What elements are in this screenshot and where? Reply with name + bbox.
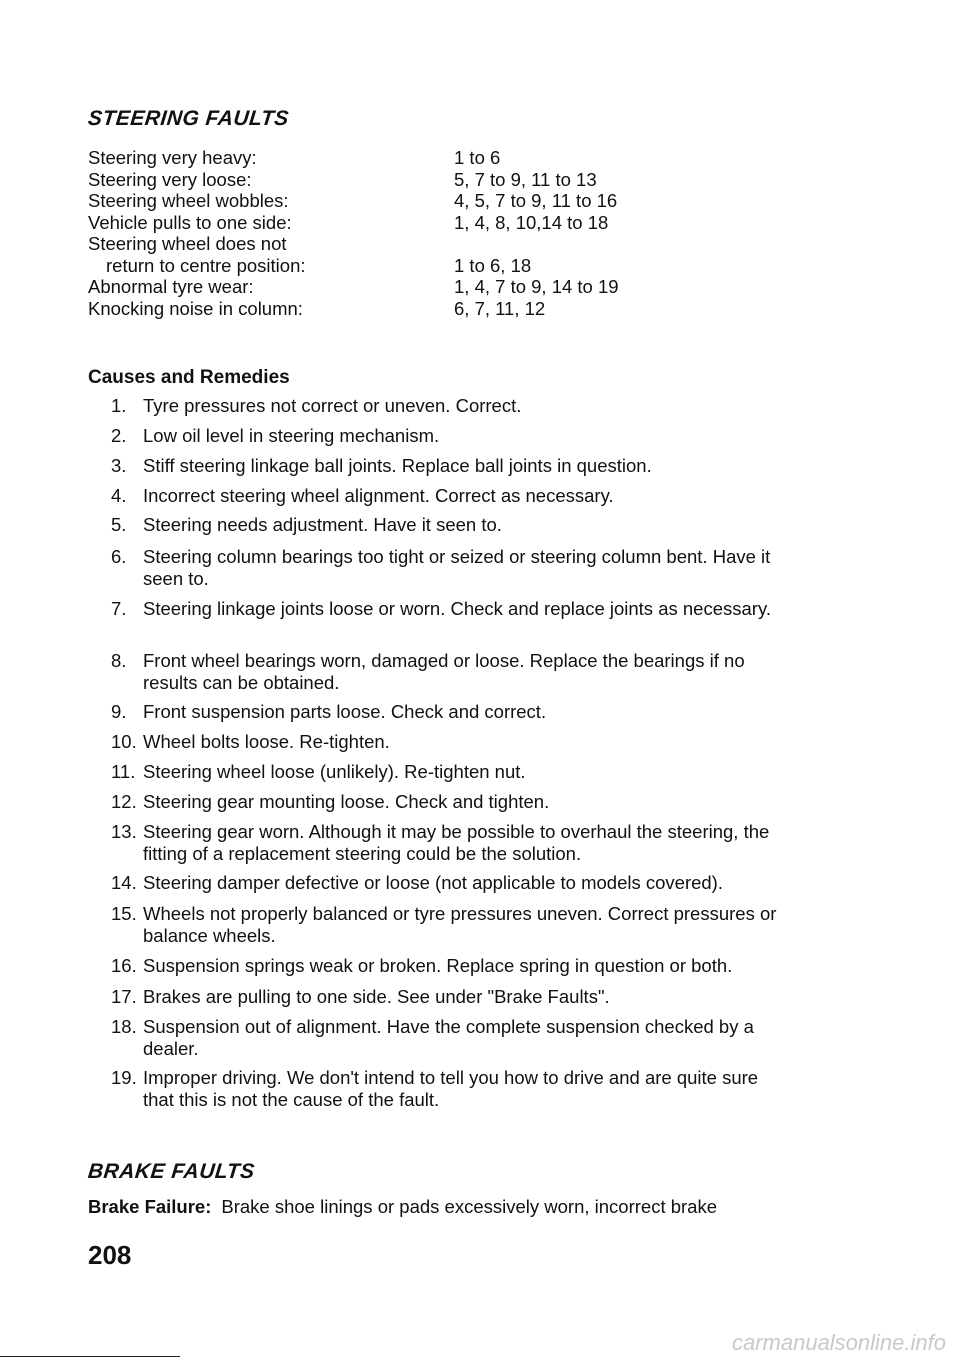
cause-text: Steering gear mounting loose. Check and tighten. bbox=[143, 791, 550, 812]
watermark: carmanualsonline.info bbox=[731, 1330, 946, 1355]
cause-number: 19. bbox=[111, 1067, 137, 1088]
cause-text: Front wheel bearings worn, damaged or loose. Replace the bearings if no results can be obtained. bbox=[143, 650, 745, 693]
cause-item bbox=[88, 955, 788, 977]
symptom-row bbox=[88, 276, 619, 298]
cause-number: 15. bbox=[111, 903, 137, 924]
steering-symptom-table bbox=[88, 147, 619, 319]
brake-failure-line bbox=[88, 1196, 717, 1218]
cause-text: Incorrect steering wheel alignment. Correct as necessary. bbox=[143, 485, 614, 506]
symptom-label: Steering very loose: bbox=[88, 168, 252, 190]
cause-number: 3. bbox=[111, 455, 127, 476]
cause-text: Wheel bolts loose. Re-tighten. bbox=[143, 731, 390, 752]
cause-number: 1. bbox=[111, 395, 127, 416]
cause-item bbox=[88, 514, 788, 536]
cause-text: Steering damper defective or loose (not applicable to models covered). bbox=[143, 872, 723, 893]
cause-item bbox=[88, 761, 788, 783]
cause-number: 16. bbox=[111, 955, 137, 976]
symptom-label: return to centre position: bbox=[106, 254, 306, 276]
cause-text: Suspension out of alignment. Have the complete suspension checked by a dealer. bbox=[143, 1016, 754, 1059]
symptom-causes: 6, 7, 11, 12 bbox=[454, 297, 546, 319]
cause-number: 18. bbox=[111, 1016, 137, 1037]
cause-text: Low oil level in steering mechanism. bbox=[143, 425, 440, 446]
symptom-causes: 4, 5, 7 to 9, 11 to 16 bbox=[454, 190, 618, 211]
symptom-label: Abnormal tyre wear: bbox=[88, 276, 254, 297]
symptom-causes: 1 to 6, 18 bbox=[454, 254, 532, 276]
steering-faults-title: STEERING FAULTS bbox=[86, 107, 291, 130]
cause-number: 11. bbox=[111, 761, 136, 782]
brake-failure-text: Brake shoe linings or pads excessively worn, incorrect brake bbox=[221, 1196, 718, 1217]
symptom-row bbox=[88, 190, 619, 212]
symptom-row bbox=[88, 255, 619, 277]
cause-text: Steering linkage joints loose or worn. Check and replace joints as necessary. bbox=[143, 598, 771, 619]
cause-number: 14. bbox=[111, 872, 137, 893]
cause-number: 8. bbox=[111, 650, 127, 671]
cause-text: Brakes are pulling to one side. See under "Brake Faults". bbox=[143, 986, 610, 1007]
cause-item bbox=[88, 395, 788, 417]
footer-rule bbox=[0, 1356, 180, 1357]
cause-item bbox=[88, 1067, 788, 1110]
cause-number: 13. bbox=[111, 821, 137, 842]
symptom-causes: 1, 4, 7 to 9, 14 to 19 bbox=[454, 276, 619, 297]
cause-item bbox=[88, 821, 788, 864]
cause-item bbox=[88, 903, 788, 946]
cause-text: Steering gear worn. Although it may be possible to overhaul the steering, the fitting of a replacement steering could be the solution. bbox=[143, 821, 770, 864]
cause-item bbox=[88, 425, 788, 447]
symptom-label: Knocking noise in column: bbox=[88, 297, 303, 319]
symptom-row bbox=[88, 233, 619, 255]
symptom-row bbox=[88, 147, 619, 169]
cause-number: 10. bbox=[111, 731, 137, 752]
cause-text: Steering column bearings too tight or seized or steering column bent. Have it seen to. bbox=[143, 546, 771, 589]
cause-item bbox=[88, 986, 788, 1008]
symptom-label: Steering wheel does not bbox=[88, 233, 287, 254]
cause-text: Tyre pressures not correct or uneven. Correct. bbox=[143, 395, 522, 416]
cause-item bbox=[88, 872, 788, 894]
cause-item bbox=[88, 485, 788, 507]
page-number: 208 bbox=[88, 1240, 132, 1270]
cause-item bbox=[88, 546, 788, 589]
cause-item bbox=[88, 598, 788, 620]
cause-item bbox=[88, 791, 788, 813]
cause-text: Stiff steering linkage ball joints. Replace ball joints in question. bbox=[143, 455, 652, 476]
symptom-row bbox=[88, 212, 619, 234]
cause-number: 2. bbox=[111, 425, 127, 446]
cause-item bbox=[88, 1016, 788, 1059]
cause-number: 17. bbox=[111, 986, 137, 1007]
cause-text: Steering wheel loose (unlikely). Re-tighten nut. bbox=[143, 761, 526, 782]
cause-number: 9. bbox=[111, 701, 127, 722]
cause-item bbox=[88, 650, 788, 693]
cause-item bbox=[88, 701, 788, 723]
brake-faults-title: BRAKE FAULTS bbox=[86, 1160, 256, 1183]
causes-heading: Causes and Remedies bbox=[88, 367, 290, 388]
cause-number: 6. bbox=[111, 546, 127, 567]
cause-item bbox=[88, 731, 788, 753]
symptom-label: Vehicle pulls to one side: bbox=[88, 211, 292, 233]
cause-number: 12. bbox=[111, 791, 137, 812]
symptom-row bbox=[88, 169, 619, 191]
cause-text: Improper driving. We don't intend to tell you how to drive and are quite sure that this is not the cause of the fault. bbox=[143, 1067, 759, 1110]
cause-item bbox=[88, 455, 788, 477]
symptom-causes: 5, 7 to 9, 11 to 13 bbox=[454, 168, 597, 190]
symptom-label: Steering wheel wobbles: bbox=[88, 190, 289, 211]
cause-text: Wheels not properly balanced or tyre pressures uneven. Correct pressures or balance wheels. bbox=[143, 903, 777, 946]
symptom-causes: 1, 4, 8, 10,14 to 18 bbox=[454, 211, 609, 233]
symptom-row bbox=[88, 298, 619, 320]
cause-number: 7. bbox=[111, 598, 127, 619]
brake-failure-label: Brake Failure: bbox=[88, 1196, 212, 1217]
cause-text: Steering needs adjustment. Have it seen to. bbox=[143, 514, 502, 535]
symptom-label: Steering very heavy: bbox=[88, 147, 257, 168]
cause-number: 5. bbox=[111, 514, 127, 535]
cause-text: Suspension springs weak or broken. Replace spring in question or both. bbox=[143, 955, 733, 976]
cause-text: Front suspension parts loose. Check and correct. bbox=[143, 701, 547, 722]
cause-number: 4. bbox=[111, 485, 127, 506]
symptom-causes: 1 to 6 bbox=[454, 147, 501, 168]
